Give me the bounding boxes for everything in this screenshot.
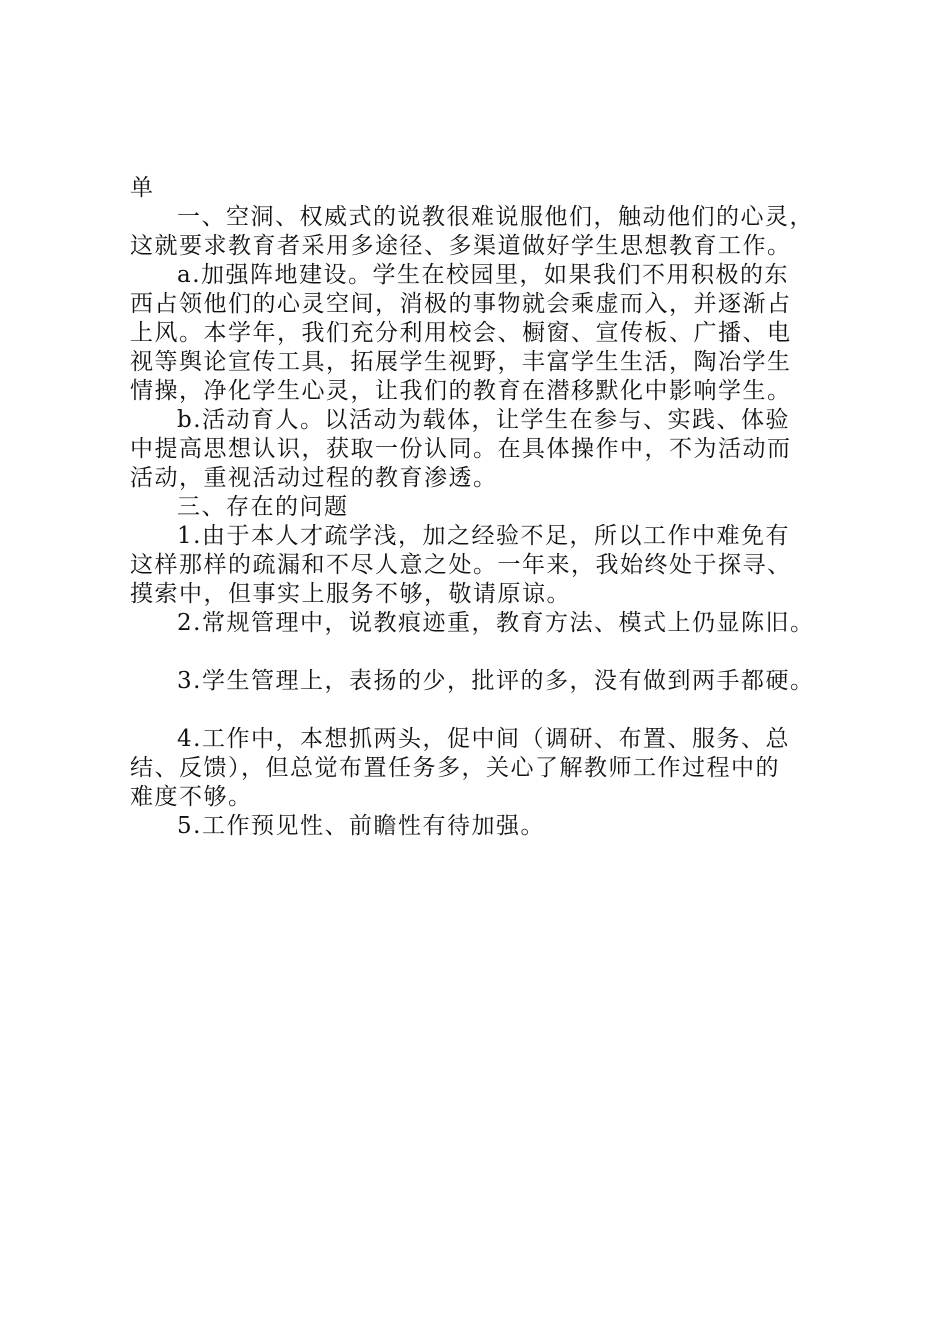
- paragraph-a-line: 西占领他们的心灵空间，消极的事物就会乘虚而入，并逐渐占: [130, 291, 792, 317]
- item-4-line: 4.工作中，本想抓两头，促中间（调研、布置、服务、总: [177, 726, 790, 752]
- paragraph-b-line: 活动，重视活动过程的教育渗透。: [130, 465, 498, 491]
- item-1-line: 1.由于本人才疏学浅，加之经验不足，所以工作中难免有: [177, 523, 790, 549]
- paragraph-b-line: b.活动育人。以活动为载体，让学生在参与、实践、体验: [177, 407, 791, 433]
- item-4-line: 结、反馈），但总觉布置任务多，关心了解教师工作过程中的: [130, 755, 780, 781]
- paragraph-b-line: 中提高思想认识，获取一份认同。在具体操作中，不为活动而: [130, 436, 792, 462]
- item-5-line: 5.工作预见性、前瞻性有待加强。: [177, 813, 545, 839]
- paragraph-1-line: 一、空洞、权威式的说教很难说服他们，触动他们的心灵，: [177, 204, 814, 230]
- paragraph-a-line: a.加强阵地建设。学生在校园里，如果我们不用积极的东: [177, 262, 790, 288]
- item-1-line: 这样那样的疏漏和不尽人意之处。一年来，我始终处于探寻、: [130, 552, 792, 578]
- paragraph-a-line: 视等舆论宣传工具，拓展学生视野，丰富学生生活，陶冶学生: [130, 349, 792, 375]
- item-1-line: 摸索中，但事实上服务不够，敬请原谅。: [130, 581, 571, 607]
- paragraph-a-line: 情操，净化学生心灵，让我们的教育在潜移默化中影响学生。: [130, 378, 792, 404]
- text-line: 单: [130, 175, 155, 201]
- paragraph-1-line: 这就要求教育者采用多途径、多渠道做好学生思想教育工作。: [130, 233, 792, 259]
- item-4-line: 难度不够。: [130, 784, 253, 810]
- paragraph-a-line: 上风。本学年，我们充分利用校会、橱窗、宣传板、广播、电: [130, 320, 792, 346]
- document-body: [130, 174, 830, 841]
- item-2-line: 2.常规管理中，说教痕迹重，教育方法、模式上仍显陈旧。: [177, 610, 815, 636]
- section-heading: 三、存在的问题: [177, 494, 349, 520]
- item-3-line: 3.学生管理上，表扬的少，批评的多，没有做到两手都硬。: [177, 668, 815, 694]
